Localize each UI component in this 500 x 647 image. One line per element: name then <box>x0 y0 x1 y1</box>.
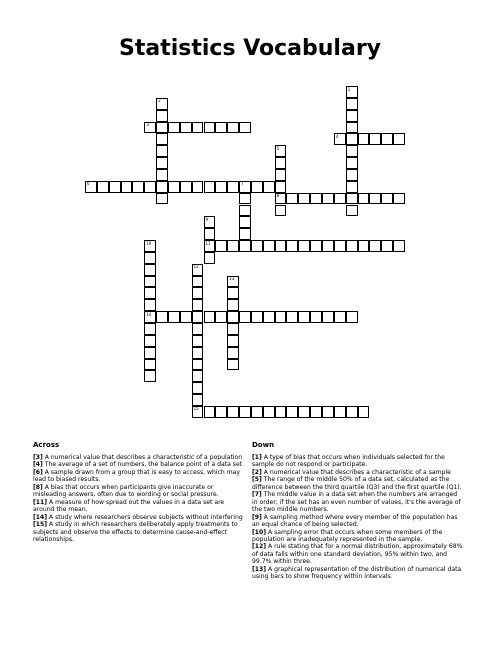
clue-text: The average of a set of numbers, the balance point of a data set <box>44 461 243 469</box>
clue-number: [7] <box>252 491 262 499</box>
grid-cell[interactable] <box>251 311 263 323</box>
grid-cell[interactable] <box>85 181 97 193</box>
grid-cell[interactable] <box>97 181 109 193</box>
clue-number: [13] <box>252 565 267 573</box>
grid-cell[interactable] <box>239 216 251 228</box>
grid-cell[interactable] <box>204 252 216 264</box>
down-clue <box>252 476 464 491</box>
grid-cell[interactable] <box>298 311 310 323</box>
grid-cell[interactable] <box>334 193 346 205</box>
grid-cell[interactable] <box>346 181 358 193</box>
grid-cell[interactable] <box>215 406 227 418</box>
grid-cell[interactable] <box>144 276 156 288</box>
grid-cell[interactable] <box>346 157 358 169</box>
grid-cell[interactable] <box>156 311 168 323</box>
down-clue <box>252 543 464 565</box>
grid-cell[interactable] <box>215 122 227 134</box>
grid-cell[interactable] <box>346 98 358 110</box>
grid-cell[interactable] <box>239 193 251 205</box>
clue-number: [2] <box>252 468 262 476</box>
grid-cell[interactable] <box>286 193 298 205</box>
grid-cell[interactable] <box>227 311 239 323</box>
grid-cell[interactable] <box>192 122 204 134</box>
across-clue <box>33 469 246 484</box>
grid-cell[interactable] <box>369 133 381 145</box>
grid-cell[interactable] <box>192 359 204 371</box>
grid-cell[interactable] <box>144 299 156 311</box>
grid-cell[interactable] <box>144 122 156 134</box>
grid-cell-number: 6 <box>87 181 90 187</box>
grid-cell[interactable] <box>192 287 204 299</box>
grid-cell[interactable] <box>204 228 216 240</box>
grid-cell[interactable] <box>156 133 168 145</box>
grid-cell-number: 15 <box>193 406 199 412</box>
grid-cell-number: 4 <box>335 133 339 139</box>
grid-cell[interactable] <box>358 193 370 205</box>
grid-cell[interactable] <box>275 181 287 193</box>
grid-cell[interactable] <box>192 299 204 311</box>
clue-text: A numerical value that describes a characteristic of a population <box>44 454 243 461</box>
clue-number: [10] <box>252 528 267 536</box>
grid-cell[interactable] <box>358 240 370 252</box>
grid-cell[interactable] <box>239 311 251 323</box>
grid-cell[interactable] <box>275 311 287 323</box>
clue-number: [11] <box>33 498 48 506</box>
clue-text: A type of bias that occurs when individuals selected for the sample do not respond or participate. <box>252 454 445 469</box>
grid-cell[interactable] <box>144 240 156 252</box>
across-clue <box>33 454 246 461</box>
grid-cell[interactable] <box>168 181 180 193</box>
grid-cell[interactable] <box>168 311 180 323</box>
clue-text: The middle value in a data set when the numbers are arranged in order; if the set has an even number of values, it's the average of the two middle numbers. <box>252 491 461 514</box>
grid-cell[interactable] <box>275 157 287 169</box>
grid-cell[interactable] <box>334 240 346 252</box>
grid-cell[interactable] <box>251 181 263 193</box>
grid-cell-number: 2 <box>158 98 161 104</box>
grid-cell[interactable] <box>298 193 310 205</box>
grid-cell[interactable] <box>239 228 251 240</box>
grid-cell[interactable] <box>121 181 133 193</box>
grid-cell[interactable] <box>192 276 204 288</box>
grid-cell-number: 9 <box>205 216 209 222</box>
down-clue <box>252 566 464 581</box>
grid-cell[interactable] <box>227 323 239 335</box>
grid-cell-number: 10 <box>146 240 152 246</box>
grid-cell[interactable] <box>180 122 192 134</box>
grid-cell[interactable] <box>275 193 287 205</box>
grid-cell-number: 8 <box>276 193 280 199</box>
clue-text: A study in which researchers deliberately apply treatments to subjects and observe the effects to determine cause-and-effect relationships. <box>33 521 238 543</box>
clue-text: A graphical representation of the distribution of numerical data using bars to show frequency within intervals. <box>252 565 462 581</box>
down-heading: Down <box>252 441 275 449</box>
grid-cell[interactable] <box>144 311 156 323</box>
grid-cell[interactable] <box>144 335 156 347</box>
grid-cell[interactable] <box>156 98 168 110</box>
down-clues <box>252 441 464 581</box>
clue-text: A sampling error that occurs when some members of the population are inadequately represented in the sample. <box>252 528 443 543</box>
grid-cell[interactable] <box>156 157 168 169</box>
grid-cell[interactable] <box>346 122 358 134</box>
clue-number: [1] <box>252 454 262 461</box>
grid-cell[interactable] <box>239 240 251 252</box>
grid-cell[interactable] <box>275 406 287 418</box>
grid-cell[interactable] <box>156 145 168 157</box>
clue-text: A measure of how spread out the values in a data set are around the mean. <box>33 498 225 514</box>
grid-cell[interactable] <box>369 193 381 205</box>
grid-cell[interactable] <box>275 240 287 252</box>
grid-cell[interactable] <box>204 216 216 228</box>
grid-cell[interactable] <box>358 133 370 145</box>
grid-cell[interactable] <box>275 205 287 217</box>
grid-cell[interactable] <box>227 181 239 193</box>
grid-cell[interactable] <box>286 311 298 323</box>
across-clue <box>33 499 246 514</box>
grid-cell[interactable] <box>381 240 393 252</box>
grid-cell[interactable] <box>393 193 405 205</box>
grid-cell[interactable] <box>156 181 168 193</box>
across-clues <box>33 441 246 543</box>
grid-cell[interactable] <box>346 133 358 145</box>
grid-cell[interactable] <box>192 181 204 193</box>
grid-cell[interactable] <box>192 406 204 418</box>
grid-cell[interactable] <box>239 406 251 418</box>
grid-cell[interactable] <box>109 181 121 193</box>
clue-number: [3] <box>33 454 43 461</box>
grid-cell[interactable] <box>215 240 227 252</box>
grid-cell-number: 14 <box>146 311 152 317</box>
grid-cell[interactable] <box>215 181 227 193</box>
grid-cell[interactable] <box>156 193 168 205</box>
grid-cell[interactable] <box>144 323 156 335</box>
clue-number: [12] <box>252 543 267 551</box>
grid-cell[interactable] <box>227 287 239 299</box>
clue-text: A sampling method where every member of the population has an equal chance of being selected. <box>252 513 458 529</box>
grid-cell[interactable] <box>369 240 381 252</box>
grid-cell[interactable] <box>204 406 216 418</box>
grid-cell[interactable] <box>192 311 204 323</box>
grid-cell[interactable] <box>263 406 275 418</box>
grid-cell[interactable] <box>239 205 251 217</box>
grid-cell[interactable] <box>334 406 346 418</box>
grid-cell[interactable] <box>192 264 204 276</box>
grid-cell[interactable] <box>144 252 156 264</box>
grid-cell[interactable] <box>393 240 405 252</box>
grid-cell[interactable] <box>346 406 358 418</box>
grid-cell[interactable] <box>393 133 405 145</box>
across-heading: Across <box>33 441 60 449</box>
clue-text: A bias that occurs when participants give inaccurate or misleading answers, often due to wording or social pressure. <box>33 483 219 499</box>
grid-cell[interactable] <box>204 311 216 323</box>
grid-cell[interactable] <box>310 240 322 252</box>
clue-text: The range of the middle 50% of a data set, calculated as the difference between the third quartile (Q3) and the first quartile (Q1). <box>252 476 462 491</box>
grid-cell[interactable] <box>334 311 346 323</box>
clue-number: [9] <box>252 513 262 521</box>
grid-cell[interactable] <box>156 169 168 181</box>
grid-cell[interactable] <box>192 335 204 347</box>
grid-cell[interactable] <box>298 406 310 418</box>
grid-cell[interactable] <box>227 240 239 252</box>
clue-number: [15] <box>33 521 48 529</box>
grid-cell[interactable] <box>144 181 156 193</box>
clue-text: A study where researchers observe subjects without interfering <box>49 513 243 521</box>
grid-cell[interactable] <box>310 311 322 323</box>
grid-cell-number: 13 <box>229 276 235 282</box>
grid-cell[interactable] <box>263 181 275 193</box>
grid-cell[interactable] <box>322 193 334 205</box>
clue-text: A sample drawn from a group that is easy to access, which may lead to biased results. <box>33 468 241 484</box>
page-title: Statistics Vocabulary <box>118 36 382 61</box>
grid-cell[interactable] <box>227 276 239 288</box>
grid-cell[interactable] <box>132 181 144 193</box>
grid-cell-number: 5 <box>276 145 280 151</box>
grid-cell[interactable] <box>358 406 370 418</box>
grid-cell[interactable] <box>168 122 180 134</box>
grid-cell[interactable] <box>215 311 227 323</box>
clue-text: A numerical value that describes a characteristic of a sample <box>263 468 451 476</box>
grid-cell[interactable] <box>381 133 393 145</box>
down-clue <box>252 469 464 476</box>
grid-cell[interactable] <box>251 406 263 418</box>
grid-cell[interactable] <box>192 394 204 406</box>
clue-number: [6] <box>33 468 43 476</box>
grid-cell[interactable] <box>334 133 346 145</box>
grid-cell[interactable] <box>298 240 310 252</box>
grid-cell[interactable] <box>310 406 322 418</box>
grid-cell[interactable] <box>227 335 239 347</box>
across-list <box>33 454 246 543</box>
grid-cell[interactable] <box>227 359 239 371</box>
grid-cell[interactable] <box>144 264 156 276</box>
grid-cell[interactable] <box>275 169 287 181</box>
grid-cell-number: 7 <box>241 181 244 187</box>
grid-cell[interactable] <box>251 240 263 252</box>
grid-cell[interactable] <box>204 240 216 252</box>
grid-cell[interactable] <box>346 311 358 323</box>
down-clue <box>252 529 464 544</box>
grid-cell-number: 12 <box>193 264 199 270</box>
grid-cell[interactable] <box>192 347 204 359</box>
grid-cell[interactable] <box>180 181 192 193</box>
grid-cell[interactable] <box>192 382 204 394</box>
grid-cell[interactable] <box>192 370 204 382</box>
across-clue <box>33 461 246 468</box>
grid-cell[interactable] <box>227 122 239 134</box>
grid-cell-number: 1 <box>347 86 351 92</box>
grid-cell[interactable] <box>322 311 334 323</box>
clue-number: [8] <box>33 483 43 491</box>
grid-cell[interactable] <box>322 240 334 252</box>
grid-cell[interactable] <box>275 145 287 157</box>
across-clue <box>33 514 246 521</box>
grid-cell[interactable] <box>144 359 156 371</box>
grid-cell[interactable] <box>346 110 358 122</box>
grid-cell[interactable] <box>286 406 298 418</box>
clue-number: [5] <box>252 476 262 484</box>
grid-cell[interactable] <box>310 193 322 205</box>
grid-cell[interactable] <box>286 240 298 252</box>
clue-number: [14] <box>33 513 48 521</box>
grid-cell[interactable] <box>346 240 358 252</box>
grid-cell[interactable] <box>239 122 251 134</box>
grid-cell[interactable] <box>346 145 358 157</box>
grid-cell[interactable] <box>239 181 251 193</box>
grid-cell[interactable] <box>156 110 168 122</box>
grid-cell[interactable] <box>180 311 192 323</box>
grid-cell[interactable] <box>144 370 156 382</box>
grid-cell[interactable] <box>346 169 358 181</box>
grid-cell[interactable] <box>322 406 334 418</box>
down-clue <box>252 454 464 469</box>
grid-cell[interactable] <box>263 311 275 323</box>
grid-cell[interactable] <box>144 347 156 359</box>
grid-cell[interactable] <box>346 205 358 217</box>
grid-cell[interactable] <box>227 347 239 359</box>
grid-cell[interactable] <box>156 122 168 134</box>
grid-cell[interactable] <box>204 181 216 193</box>
grid-cell[interactable] <box>346 193 358 205</box>
grid-cell-number: 11 <box>205 240 211 246</box>
down-clue <box>252 491 464 513</box>
grid-cell[interactable] <box>346 86 358 98</box>
across-clue <box>33 484 246 499</box>
grid-cell-number: 3 <box>146 122 149 128</box>
down-clue <box>252 514 464 529</box>
clue-number: [4] <box>33 461 43 469</box>
across-clue <box>33 521 246 543</box>
grid-cell[interactable] <box>263 240 275 252</box>
down-list <box>252 454 464 581</box>
grid-cell[interactable] <box>192 323 204 335</box>
grid-cell[interactable] <box>381 193 393 205</box>
grid-cell[interactable] <box>204 122 216 134</box>
grid-cell[interactable] <box>227 299 239 311</box>
grid-cell[interactable] <box>227 406 239 418</box>
grid-cell[interactable] <box>144 287 156 299</box>
clue-text: A rule stating that for a normal distribution, approximately 68% of data falls within one standard deviation, 95% within two, and 99.7% within three. <box>252 543 463 566</box>
